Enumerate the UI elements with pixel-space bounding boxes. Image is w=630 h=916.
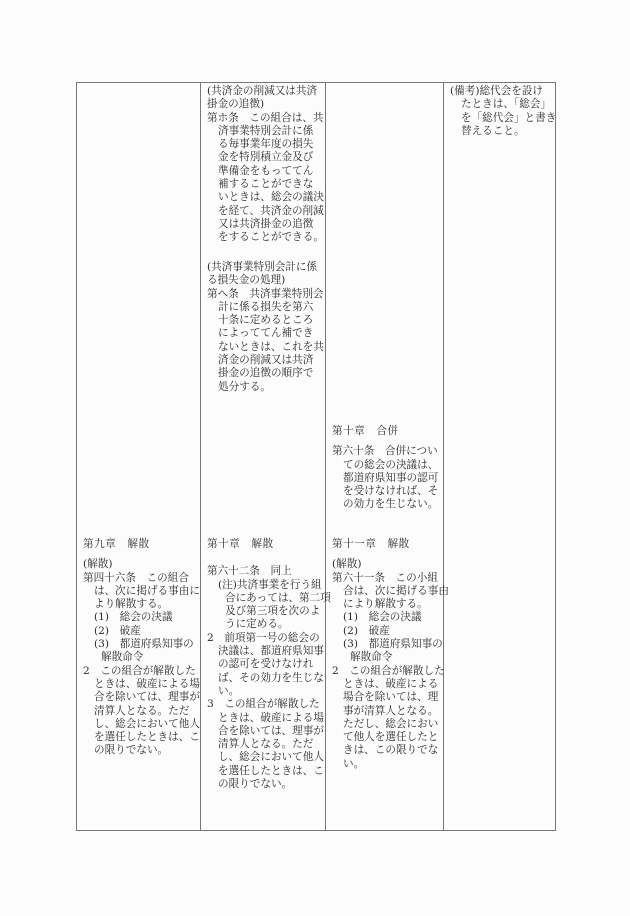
text-line: 解散命令: [350, 651, 393, 664]
text-line: (解散): [332, 558, 362, 571]
text-line: を経て、共済金の削減: [218, 204, 324, 217]
text-line: 済金の削減又は共済: [218, 354, 314, 367]
text-line: (2) 破産: [343, 624, 390, 637]
text-line: 清算人となる。ただ: [218, 738, 314, 751]
text-block: [207, 261, 324, 394]
text-line: 合にあっては、第二項: [225, 591, 331, 604]
text-line: を選任したときは、こ: [218, 764, 324, 777]
text-line: ときは、破産による場: [218, 711, 324, 724]
text-line: 及び第三項を次のよ: [225, 605, 321, 618]
text-line: い。: [343, 757, 365, 770]
text-line: の認可を受けなけれ: [218, 658, 314, 671]
text-line: (注)共済事業を行う組: [218, 578, 322, 591]
text-line: 3 この組合が解散した: [207, 698, 320, 711]
text-line: 合を除いては、理事が: [94, 691, 200, 704]
text-block: [450, 85, 557, 138]
table-column-1: [77, 83, 201, 830]
text-line: 第六十一条 この小組: [332, 571, 438, 584]
text-line: 決議は、都道府県知事: [218, 645, 324, 658]
text-line: 都道府県知事の認可: [343, 471, 439, 484]
spacer: [207, 551, 321, 558]
text-line: を受けなければ、そ: [343, 485, 439, 498]
text-line: て他人を選任したと: [343, 731, 439, 744]
text-line: 2 この組合が解散した: [83, 664, 196, 677]
text-line: 第六十条 合併につい: [332, 445, 438, 458]
text-line: (2) 破産: [94, 624, 141, 637]
comparison-table: [76, 82, 556, 831]
chapter-heading: 第十章 解散: [207, 538, 274, 550]
text-line: ての総会の決議は、: [343, 458, 439, 471]
text-line: 十条に定めるところ: [218, 314, 314, 327]
text-line: 場合を除いては、理: [343, 691, 439, 704]
text-line: 掛金の追徴の順序で: [218, 367, 314, 380]
text-line: 清算人となる。ただ: [94, 704, 190, 717]
text-line: をすることができる。: [218, 231, 324, 244]
text-line: 又は共済掛金の追徴: [218, 217, 314, 230]
text-line: 処分する。: [218, 380, 271, 393]
chapter-heading: 第十章 合併: [332, 425, 399, 437]
text-line: より解散する。: [94, 598, 169, 611]
table-column-2: [201, 83, 331, 830]
text-line: る損失金の処理): [207, 274, 286, 287]
text-line: は、次に掲げる事由に: [94, 584, 200, 597]
text-line: 第六十二条 同上: [207, 565, 292, 578]
text-line: により解散する。: [343, 598, 428, 611]
text-line: 準備金をもっててん: [218, 164, 314, 177]
text-line: の限りでない。: [94, 744, 169, 757]
text-line: (解散): [83, 558, 113, 571]
text-line: 2 この組合が解散した: [332, 664, 445, 677]
chapter-heading: 第十一章 解散: [332, 538, 410, 550]
text-line: 済事業特別会計に係: [218, 124, 314, 137]
text-line: 合は、次に掲げる事由: [343, 584, 449, 597]
text-line: いときは、総会の議決: [218, 191, 324, 204]
text-line: 第へ条 共済事業特別会: [207, 287, 324, 300]
text-line: 合を除いては、理事が: [218, 724, 324, 737]
text-line: (3) 都道府県知事の: [94, 638, 194, 651]
text-line: し、総会において他人: [218, 751, 324, 764]
table-column-4: [444, 83, 555, 830]
text-block: [332, 538, 449, 771]
text-line: うに定める。: [225, 618, 289, 631]
text-line: (3) 都道府県知事の: [343, 638, 443, 651]
text-line: ただし、総会におい: [343, 717, 439, 730]
text-line: ば、その効力を生じな: [218, 671, 324, 684]
text-line: ときは、破産による場: [94, 677, 200, 690]
text-line: 金を特別積立金及び: [218, 151, 314, 164]
text-line: 2 前項第一号の総会の: [207, 631, 320, 644]
text-line: 解散命令: [101, 651, 144, 664]
text-line: を選任したときは、こ: [94, 731, 200, 744]
text-line: 第ホ条 この組合は、共: [207, 111, 324, 124]
text-line: (共済金の削減又は共済: [207, 85, 318, 97]
text-block: [83, 538, 200, 758]
text-line: (備考)総代会を設け: [450, 85, 544, 97]
text-line: によっててん補でき: [218, 327, 314, 340]
text-line: る毎事業年度の損失: [218, 138, 314, 151]
text-line: 第四十六条 この組合: [83, 571, 189, 584]
text-line: 計に係る損失を第六: [218, 300, 314, 313]
text-line: 掛金の追徴): [207, 98, 265, 111]
text-line: (共済事業特別会計に係: [207, 261, 318, 273]
text-line: たときは、「総会」: [461, 98, 552, 111]
text-line: 事が清算人となる。: [343, 704, 439, 717]
text-line: を「総代会」と書き: [461, 111, 557, 124]
text-line: い。: [218, 684, 240, 697]
text-line: (1) 総会の決議: [343, 611, 422, 624]
text-block: [207, 538, 331, 791]
chapter-heading: 第九章 解散: [83, 538, 150, 550]
text-line: きは、この限りでな: [343, 744, 439, 757]
text-line: の効力を生じない。: [343, 498, 439, 511]
text-line: ないときは、これを共: [218, 340, 324, 353]
table-column-3: [326, 83, 449, 830]
text-block: [207, 85, 324, 245]
text-line: ときは、破産による: [343, 677, 439, 690]
text-line: し、総会において他人: [94, 717, 200, 730]
text-line: の限りでない。: [218, 778, 293, 791]
text-line: (1) 総会の決議: [94, 611, 173, 624]
text-block: [332, 425, 439, 512]
text-line: 補することができな: [218, 178, 314, 191]
text-line: 替えること。: [461, 124, 525, 137]
